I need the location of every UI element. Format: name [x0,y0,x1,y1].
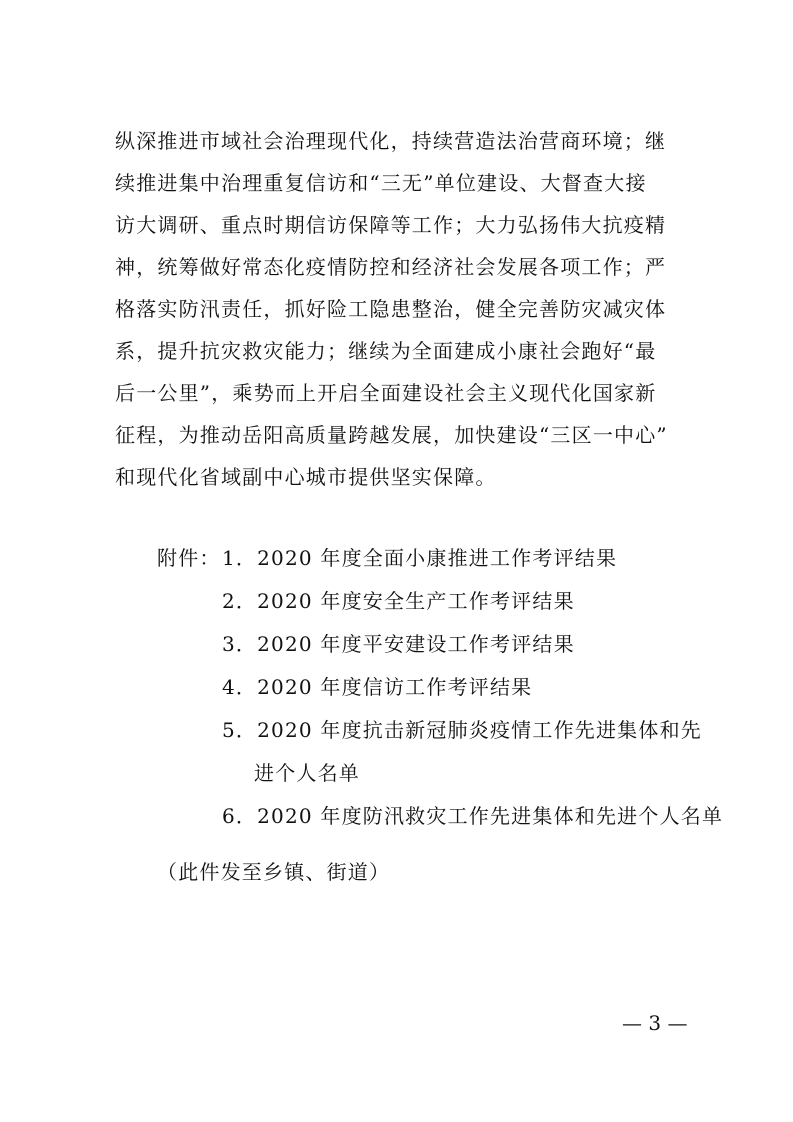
body-line: 系，提升抗灾救灾能力；继续为全面建成小康社会跑好“最 [115,339,657,363]
body-line: 征程，为推动岳阳高质量跨越发展，加快建设“三区一中心” [115,423,668,447]
distribution-note: （此件发至乡镇、街道） [157,860,391,884]
body-line: 神，统筹做好常态化疫情防控和经济社会发展各项工作；严 [115,255,667,279]
body-line: 后一公里”，乘势而上开启全面建设社会主义现代化国家新 [115,381,657,405]
attachment-item: 3．2020 年度平安建设工作考评结果 [222,632,575,656]
attachment-item: 5．2020 年度抗击新冠肺炎疫情工作先进集体和先 [222,718,702,742]
attachment-item: 1．2020 年度全面小康推进工作考评结果 [222,546,618,570]
body-line: 格落实防汛责任，抓好险工隐患整治，健全完善防灾减灾体 [115,297,667,321]
page-number: — 3 — [622,1011,688,1035]
body-line: 续推进集中治理重复信访和“三无”单位建设、大督查大接 [115,171,647,195]
body-line: 纵深推进市域社会治理现代化，持续营造法治营商环境；继 [115,129,667,153]
attachment-item: 4．2020 年度信访工作考评结果 [222,675,533,699]
body-line: 访大调研、重点时期信访保障等工作；大力弘扬伟大抗疫精 [115,213,667,237]
body-paragraph [115,120,685,498]
attachments-label: 附件： [157,546,221,570]
attachment-item: 6．2020 年度防汛救灾工作先进集体和先进个人名单 [222,804,724,828]
attachment-item: 2．2020 年度安全生产工作考评结果 [222,589,575,613]
attachment-item-continuation: 进个人名单 [254,761,360,785]
body-line: 和现代化省域副中心城市提供坚实保障。 [115,465,497,489]
